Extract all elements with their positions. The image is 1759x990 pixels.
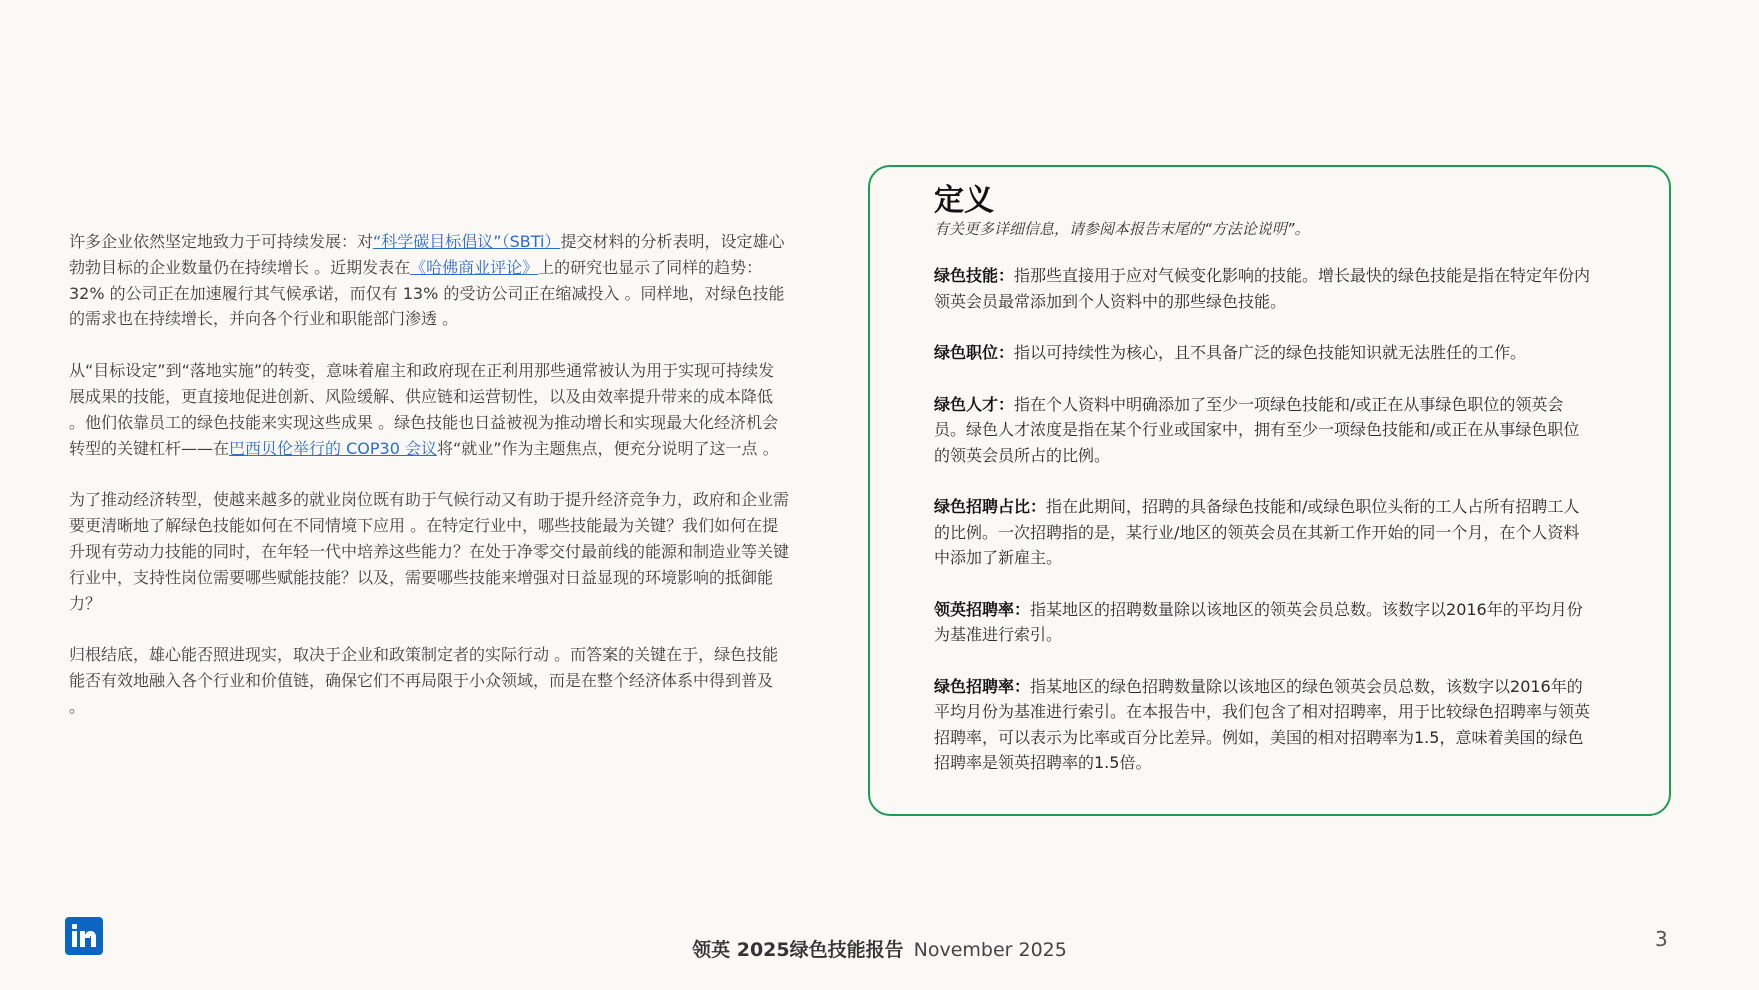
definitions-box (868, 165, 1671, 816)
definition-term: 绿色职位： (934, 343, 1015, 362)
footer-date: November 2025 (913, 939, 1067, 961)
definition-item (934, 263, 1594, 314)
logo-dot (72, 924, 77, 929)
definition-item (934, 597, 1594, 648)
definition-term: 绿色技能： (934, 266, 1015, 285)
definitions-subtitle: 有关更多详细信息，请参阅本报告末尾的“方法论说明”。 (934, 220, 1310, 238)
footer-report-title: 领英 2025绿色技能报告 (692, 939, 904, 961)
page-number: 3 (1655, 927, 1668, 951)
footer (0, 935, 1759, 962)
paragraph-2-text-b: 将“就业”作为主题焦点，便充分说明了这一点 。 (436, 438, 779, 458)
cop30-link[interactable]: 巴西贝伦举行的 COP30 会议 (229, 438, 437, 458)
paragraph-4: 归根结底，雄心能否照进现实，取决于企业和政策制定者的实际行动 。而答案的关键在于，绿色技能能否有效地融入各个行业和价值链，确保它们不再局限于小众领域，而是在整个经济体系中得到普及 。 (69, 645, 779, 716)
definition-term: 绿色招聘占比： (934, 497, 1047, 516)
definition-item (934, 392, 1594, 469)
paragraph-1-text-b: 提交材料的分析表明，设定雄心勃勃目标的企业数量仍在持续增长 。近期发表在 (69, 232, 785, 277)
definitions-title: 定义 (934, 183, 994, 218)
definitions-list (934, 263, 1594, 802)
definition-term: 领英招聘率： (934, 599, 1031, 619)
definition-text: 指那些直接用于应对气候变化影响的技能。增长最快的绿色技能是指在特定年份内领英会员最常添加到个人资料中的那些绿色技能。 (934, 266, 1591, 311)
definition-term: 绿色人才： (934, 394, 1015, 414)
definition-item (934, 494, 1594, 571)
definition-text: 指在此期间，招聘的具备绿色技能和/或绿色职位头衔的工人占所有招聘工人的比例。一次招聘指的是，某行业/地区的领英会员在其新工作开始的同一个月，在个人资料中添加了新雇主。 (934, 497, 1580, 567)
paragraph-1 (69, 229, 789, 332)
paragraph-2-text-a: 从“目标设定”到“落地实施”的转变，意味着雇主和政府现在正利用那些通常被认为用于实现可持续发展成果的技能，更直接地促进创新、风险缓解、供应链和运营韧性，以及由效率提升带来的成本降低 。他们依靠员工的绿色技能来实现这些成果 。绿色技能也日益被视为推动增长和实现最大化经济机会转型的关键杠杆——在 (69, 361, 779, 458)
definition-item (934, 674, 1594, 776)
definition-term: 绿色招聘率： (934, 676, 1031, 696)
paragraph-3: 为了推动经济转型，使越来越多的就业岗位既有助于气候行动又有助于提升经济竞争力，政府和企业需要更清晰地了解绿色技能如何在不同情境下应用 。在特定行业中，哪些技能最为关键？我们如何在提升现有劳动力技能的同时，在年轻一代中培养这些能力？在处于净零交付最前线的能源和制造业等关键行业中，支持性岗位需要哪些赋能技能？以及，需要哪些技能来增强对日益显现的环境影响的抵御能力？ (69, 490, 790, 613)
paragraph-1-text-a: 许多企业依然坚定地致力于可持续发展：对 (69, 232, 374, 251)
definition-text: 指在个人资料中明确添加了至少一项绿色技能和/或正在从事绿色职位的领英会员。绿色人才浓度是指在某个行业或国家中，拥有至少一项绿色技能和/或正在从事绿色职位的领英会员所占的比例。 (934, 394, 1580, 465)
definition-text: 指某地区的招聘数量除以该地区的领英会员总数。该数字以2016年的平均月份为基准进行索引。 (934, 599, 1583, 644)
paragraph-1-text-c: 上的研究也显示了同样的趋势：32% 的公司正在加速履行其气候承诺，而仅有 13% 的受访公司正在缩减投入 。同样地，对绿色技能的需求也在持续增长，并向各个行业和职能部门渗透 。 (69, 257, 785, 329)
main-text-column (69, 229, 789, 746)
definition-item (934, 340, 1594, 366)
definition-text: 指以可持续性为核心，且不具备广泛的绿色技能知识就无法胜任的工作。 (1014, 343, 1527, 362)
paragraph-2 (69, 358, 789, 461)
definition-text: 指某地区的绿色招聘数量除以该地区的绿色领英会员总数，该数字以2016年的平均月份为基准进行索引。在本报告中，我们包含了相对招聘率，用于比较绿色招聘率与领英招聘率，可以表示为比率或百分比差异。例如，美国的相对招聘率为1.5，意味着美国的绿色招聘率是领英招聘率的1.5倍。 (934, 676, 1591, 772)
sbti-link[interactable]: “科学碳目标倡议”（SBTi） (373, 232, 561, 251)
hbr-link[interactable]: 《哈佛商业评论》 (410, 257, 539, 277)
